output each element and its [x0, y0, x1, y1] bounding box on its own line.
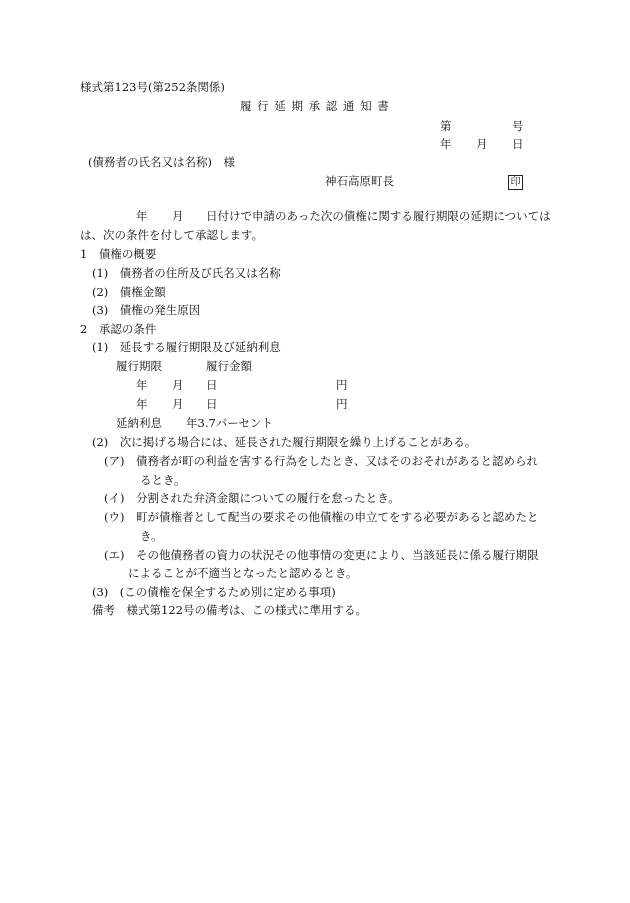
row1-month: 月 [172, 378, 184, 392]
row2-day: 日 [206, 397, 218, 411]
section1-item-2: (2) 債権金額 [92, 285, 166, 299]
condition-i: (イ) 分割された弁済金額についての履行を怠ったとき。 [104, 491, 400, 505]
row2-month: 月 [172, 397, 184, 411]
seal-label: 印 [508, 175, 523, 190]
condition-u-cont: き。 [140, 529, 163, 543]
section1-item-1: (1) 債務者の住所及び氏名又は名称 [92, 266, 281, 280]
section2-item-2: (2) 次に掲げる場合には、延長された履行期限を繰り上げることがある。 [92, 435, 477, 449]
column-deadline: 履行期限 [116, 359, 162, 373]
date-year: 年 [440, 137, 452, 151]
interest-label: 延納利息 [116, 416, 162, 430]
row2-yen: 円 [336, 397, 348, 411]
intro-month: 月 [172, 209, 184, 223]
number-prefix: 第 [440, 119, 452, 133]
intro-year: 年 [136, 209, 148, 223]
section2-item-1: (1) 延長する履行期限及び延納利息 [92, 340, 281, 354]
form-reference: 様式第123号(第252条関係) [80, 80, 225, 94]
interest-value: 年3.7パーセント [186, 416, 274, 430]
condition-a-cont: るとき。 [140, 473, 186, 487]
remarks: 備考 様式第122号の備考は、この様式に準用する。 [92, 603, 367, 617]
date-month: 月 [476, 137, 488, 151]
section2-item-3: (3) (この債権を保全するため別に定める事項) [92, 585, 336, 599]
condition-a: (ア) 債務者が町の利益を害する行為をしたとき、又はそのおそれがあると認められ [104, 454, 539, 468]
intro-line2: は、次の条件を付して承認します。 [80, 228, 264, 242]
document-title: 履 行 延 期 承 認 通 知 書 [240, 99, 390, 113]
row1-day: 日 [206, 378, 218, 392]
row2-year: 年 [136, 397, 148, 411]
section2-heading: 2 承認の条件 [80, 322, 157, 336]
condition-e: (エ) その他債務者の資力の状況その他事情の変更により、当該延長に係る履行期限 [104, 548, 539, 562]
condition-e-cont: によることが不適当となったと認めるとき。 [128, 566, 358, 580]
intro-text: 日付けで申請のあった次の債権に関する履行期限の延期については [206, 209, 551, 223]
row1-yen: 円 [336, 378, 348, 392]
addressee: (債務者の氏名又は名称) 様 [88, 155, 235, 169]
condition-u: (ウ) 町が債権者として配当の要求その他債権の申立てをする必要があると認めたと [104, 510, 539, 524]
section1-heading: 1 債権の概要 [80, 247, 157, 261]
number-suffix: 号 [512, 119, 524, 133]
seal-mark [508, 175, 523, 190]
date-day: 日 [512, 137, 524, 151]
section1-item-3: (3) 債権の発生原因 [92, 303, 201, 317]
issuer-name: 神石高原町長 [325, 174, 394, 188]
row1-year: 年 [136, 378, 148, 392]
column-amount: 履行金額 [206, 359, 252, 373]
